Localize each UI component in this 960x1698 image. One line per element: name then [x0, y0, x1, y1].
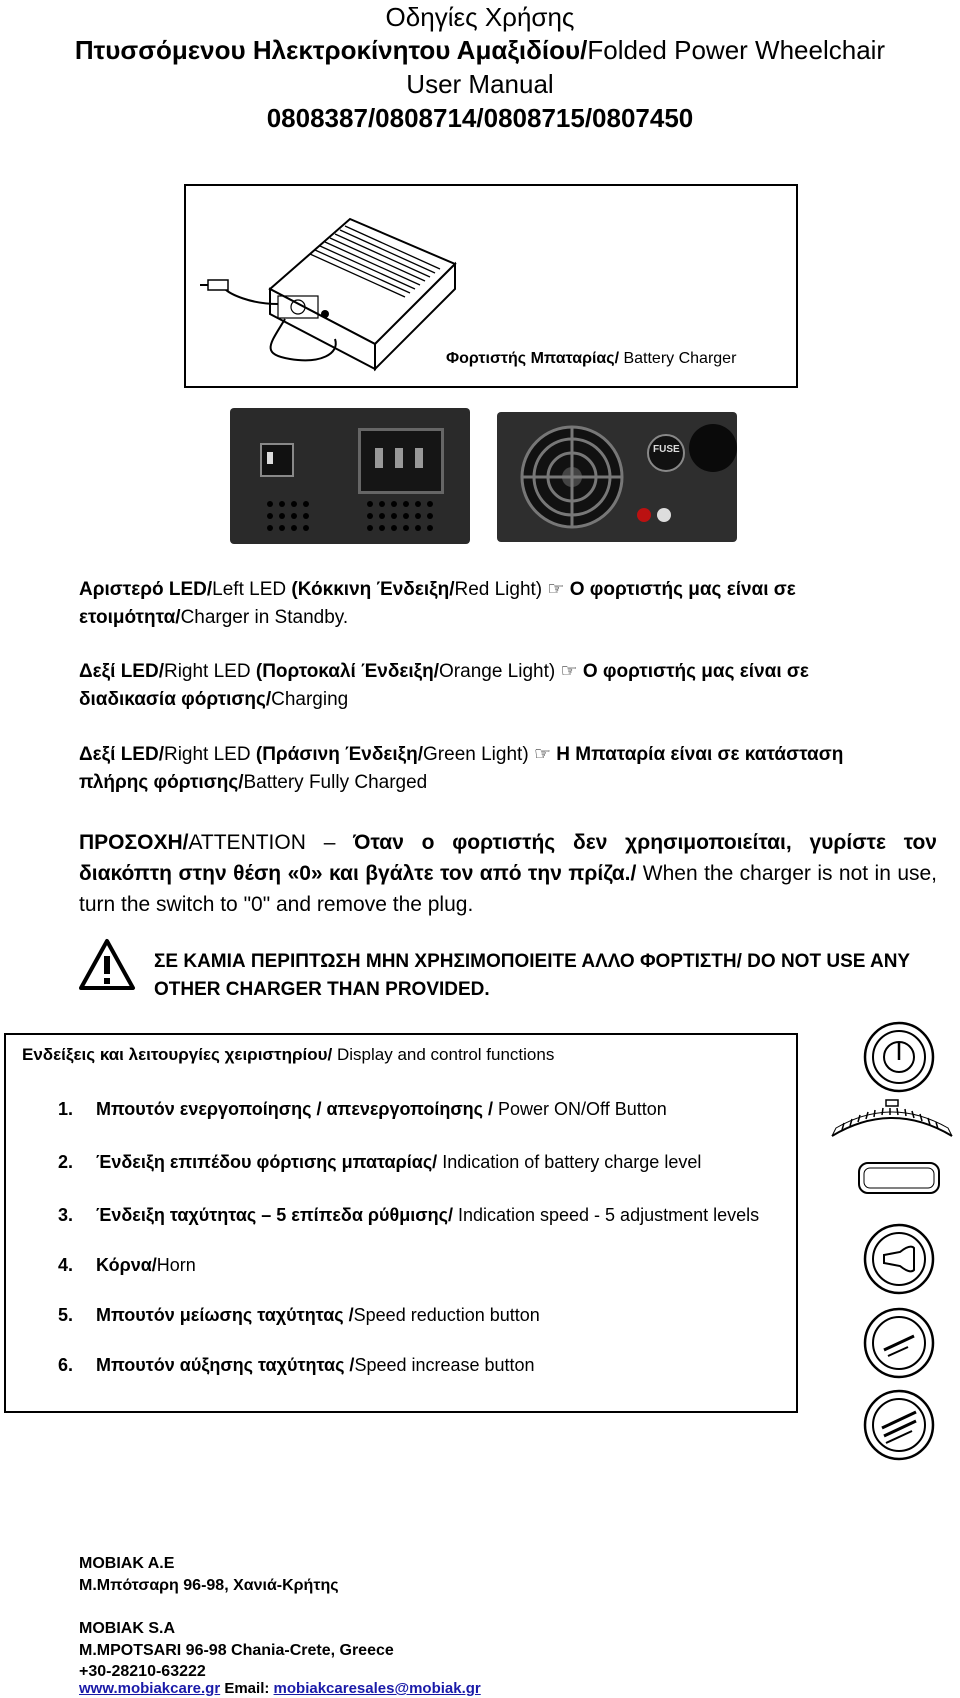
power-switch — [260, 443, 294, 477]
footer-company-gr: MOBIAK A.E — [79, 1555, 175, 1572]
charger-caption: Φορτιστής Μπαταρίας/ Battery Charger — [446, 350, 737, 367]
list-item: 4. Κόρνα/Horn — [58, 1255, 196, 1275]
pointing-hand-icon: ☞ — [533, 744, 551, 765]
fan-grille — [517, 422, 627, 532]
list-item: 2. Ένδειξη επιπέδου φόρτισης μπαταρίας/ Indication of battery charge level — [58, 1152, 702, 1172]
charger-back-panel-photo — [230, 408, 470, 544]
footer-address-gr: Μ.Μπότσαρη 96-98, Χανιά-Κρήτης — [79, 1577, 339, 1594]
list-item: 3. Ένδειξη ταχύτητας – 5 επίπεδα ρύθμισης/ Indication speed - 5 adjustment levels — [58, 1205, 760, 1225]
right-led — [657, 508, 671, 522]
speed-decrease-icon — [862, 1306, 936, 1380]
speed-indicator-icon — [856, 1160, 942, 1196]
footer-contact: www.mobiakcare.gr Email: mobiakcaresales@mobiak.gr — [79, 1680, 481, 1697]
footer-address-en: M.MPOTSARI 96-98 Chania-Crete, Greece — [79, 1642, 394, 1659]
attention-note: ΠΡΟΣΟΧΗ/ATTENTION – Όταν ο φορτιστής δεν χρησιμοποιείται, γυρίστε τον διακόπτη στην θέση «0» και βγάλτε τον από την πρίζα./ When the charger is not in use, turn the switch to "0" and remove the plug. — [79, 831, 938, 916]
left-led-red — [637, 508, 651, 522]
speed-increase-icon — [862, 1388, 936, 1462]
document-subtitle: Πτυσσόμενου Ηλεκτροκίνητου Αμαξιδίου/Folded Power Wheelchair — [74, 35, 886, 65]
charger-front-panel-photo: FUSE — [497, 412, 737, 542]
footer-phone: +30-28210-63222 — [79, 1663, 206, 1680]
controls-heading: Ενδείξεις και λειτουργίες χειριστηρίου/ Display and control functions — [22, 1045, 555, 1064]
pointing-hand-icon: ☞ — [560, 661, 578, 682]
controls-box — [4, 1033, 798, 1413]
pointing-hand-icon: ☞ — [547, 579, 565, 600]
led-item-orange: Δεξί LED/Right LED (Πορτοκαλί Ένδειξη/Orange Light) ☞ Ο φορτιστής μας είναι σε διαδικασία φόρτισης/Charging — [79, 661, 809, 710]
website-link[interactable]: www.mobiakcare.gr — [79, 1680, 221, 1697]
list-item: 5. Μπουτόν μείωσης ταχύτητας /Speed reduction button — [58, 1305, 540, 1325]
warning-text: ΣΕ ΚΑΜΙΑ ΠΕΡΙΠΤΩΣΗ ΜΗΝ ΧΡΗΣΙΜΟΠΟΙΕΙΤΕ ΑΛΛΟ ΦΟΡΤΙΣΤΗ/ DO NOT USE ANY OTHER CHARGER THAN PROVIDED. — [154, 951, 910, 1000]
power-button-icon — [862, 1020, 936, 1094]
output-cable — [689, 424, 737, 472]
email-link[interactable]: mobiakcaresales@mobiak.gr — [273, 1680, 481, 1697]
led-item-green: Δεξί LED/Right LED (Πράσινη Ένδειξη/Green Light) ☞ Η Μπαταρία είναι σε κατάσταση πλήρης φόρτισης/Battery Fully Charged — [79, 744, 844, 793]
product-codes: 0808387/0808714/0808715/0807450 — [266, 103, 694, 133]
manual-label: User Manual — [406, 69, 554, 99]
battery-level-icon — [828, 1098, 956, 1140]
vent-holes — [260, 496, 450, 536]
list-item: 1. Μπουτόν ενεργοποίησης / απενεργοποίησης / Power ON/Off Button — [58, 1099, 667, 1119]
warning-triangle-icon — [78, 938, 136, 992]
list-item: 6. Μπουτόν αύξησης ταχύτητας /Speed increase button — [58, 1355, 535, 1375]
document-title: Οδηγίες Χρήσης — [385, 2, 575, 32]
horn-icon — [862, 1222, 936, 1296]
footer-company-en: MOBIAK S.A — [79, 1620, 175, 1637]
charger-illustration-box — [184, 184, 798, 388]
led-item-red: Αριστερό LED/Left LED (Κόκκινη Ένδειξη/Red Light) ☞ Ο φορτιστής μας είναι σε ετοιμότητα/Charger in Standby. — [79, 579, 796, 628]
